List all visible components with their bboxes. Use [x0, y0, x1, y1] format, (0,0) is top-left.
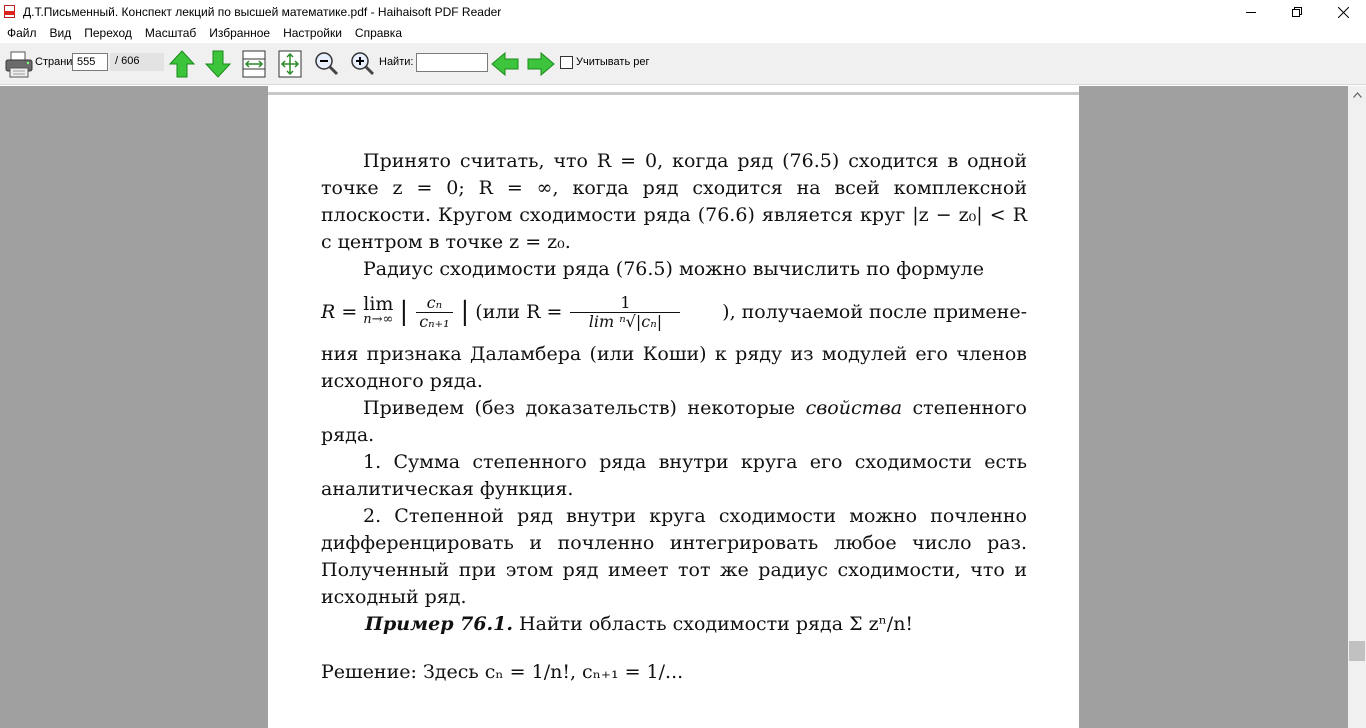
page-label: Страни	[35, 56, 72, 68]
print-button[interactable]	[4, 49, 34, 79]
minimize-icon	[1246, 7, 1256, 17]
restore-button[interactable]	[1274, 0, 1320, 24]
radius-formula: R = lim n→∞ | $\frac{\text{cₙ}}{\text{cₙ₊₁}}$ | (или R = $\frac{1}{\text{lim ⁿ√|cₙ|}}$ ), получаемой после примене-	[321, 292, 1027, 331]
solution-line: Решение: Здесь cₙ = 1/n!, cₙ₊₁ = 1/...	[321, 661, 684, 683]
formula-after: ), получаемой после примене-	[722, 300, 1027, 323]
formula-or: (или R =	[475, 300, 563, 323]
menu-settings[interactable]: Настройки	[283, 26, 342, 40]
property-2: 2. Степенной ряд внутри круга сходимости можно почленно дифференцировать и почленно интегрировать любое число раз. Полученный при этом ряд имеет тот же радиус сходимости, что и исходный ряд.	[321, 505, 1027, 608]
arrow-down-icon	[204, 49, 232, 79]
fit-width-button[interactable]	[239, 48, 269, 80]
menu-file[interactable]: Файл	[7, 26, 37, 40]
arrow-up-icon	[168, 49, 196, 79]
match-case-label: Учитывать рег	[576, 56, 650, 68]
find-label: Найти:	[379, 56, 414, 68]
match-case-checkbox[interactable]	[560, 56, 573, 69]
find-previous-button[interactable]	[490, 48, 520, 80]
title-bar	[0, 0, 1366, 24]
toolbar	[0, 43, 1366, 85]
example-title: Пример 76.1.	[365, 613, 513, 635]
close-button[interactable]	[1320, 0, 1366, 24]
zoom-out-button[interactable]	[311, 48, 341, 80]
page-header-rule	[268, 92, 1079, 95]
menu-go[interactable]: Переход	[84, 26, 132, 40]
scroll-up-button[interactable]	[1348, 86, 1366, 103]
fit-page-button[interactable]	[275, 48, 305, 80]
example-sum: Σ zⁿ/n!	[849, 613, 914, 635]
close-icon	[1338, 7, 1349, 18]
arrow-right-icon	[526, 51, 556, 77]
restore-icon	[1292, 7, 1302, 17]
find-input[interactable]	[416, 53, 488, 72]
page-total: / 606	[110, 53, 164, 71]
next-page-button[interactable]	[203, 48, 233, 80]
menu-bar	[0, 24, 1366, 43]
example-76-1	[321, 611, 1027, 659]
pdf-app-icon	[4, 5, 16, 19]
minimize-button[interactable]	[1228, 0, 1274, 24]
page-content	[321, 148, 1027, 686]
fit-width-icon	[240, 49, 268, 79]
menu-view[interactable]: Вид	[49, 26, 72, 40]
paragraph-2-end: ния признака Даламбера (или Коши) к ряду из модулей его членов исходного ряда.	[321, 343, 1027, 392]
window-title: Д.Т.Письменный. Конспект лекций по высшей математике.pdf - Haihaisoft PDF Reader	[23, 5, 502, 19]
paragraph-3: Приведем (без доказательств) некоторые свойства степенного ряда.	[321, 397, 1027, 446]
formula-r-equals: R =	[321, 300, 358, 323]
scroll-thumb[interactable]	[1349, 641, 1365, 661]
find-next-button[interactable]	[526, 48, 556, 80]
vertical-scrollbar[interactable]	[1348, 86, 1366, 728]
previous-page-button[interactable]	[167, 48, 197, 80]
pdf-page	[268, 86, 1079, 728]
zoom-in-button[interactable]	[347, 48, 377, 80]
printer-icon	[4, 49, 34, 79]
example-text: Найти область сходимости ряда	[519, 613, 844, 635]
zoom-in-icon	[348, 49, 376, 79]
window-controls	[1228, 0, 1366, 24]
menu-zoom[interactable]: Масштаб	[144, 26, 197, 40]
paragraph-1: Принято считать, что R = 0, когда ряд (76.5) сходится в одной точке z = 0; R = ∞, когда ряд сходится на всей комплексной плоскости. Кругом сходимости ряда (76.6) является круг |z − z₀| < R с центром в точке z = z₀.	[321, 150, 1027, 253]
lim-1: lim n→∞	[363, 293, 394, 327]
menu-favorites[interactable]: Избранное	[209, 26, 271, 40]
arrow-left-icon	[490, 51, 520, 77]
fit-page-icon	[276, 49, 304, 79]
fraction-cn: $\frac{\text{cₙ}}{\text{cₙ₊₁}}$	[416, 294, 452, 331]
fraction-root: $\frac{1}{\text{lim ⁿ√|cₙ|}}$	[570, 294, 680, 331]
property-1: 1. Сумма степенного ряда внутри круга его сходимости есть аналитическая функция.	[321, 451, 1027, 500]
menu-help[interactable]: Справка	[354, 26, 402, 40]
paragraph-2-start: Радиус сходимости ряда (76.5) можно вычислить по формуле	[363, 258, 984, 280]
document-viewer[interactable]	[0, 86, 1348, 728]
page-number-input[interactable]: 555	[72, 53, 108, 71]
chevron-up-icon	[1353, 92, 1362, 98]
zoom-out-icon	[312, 49, 340, 79]
